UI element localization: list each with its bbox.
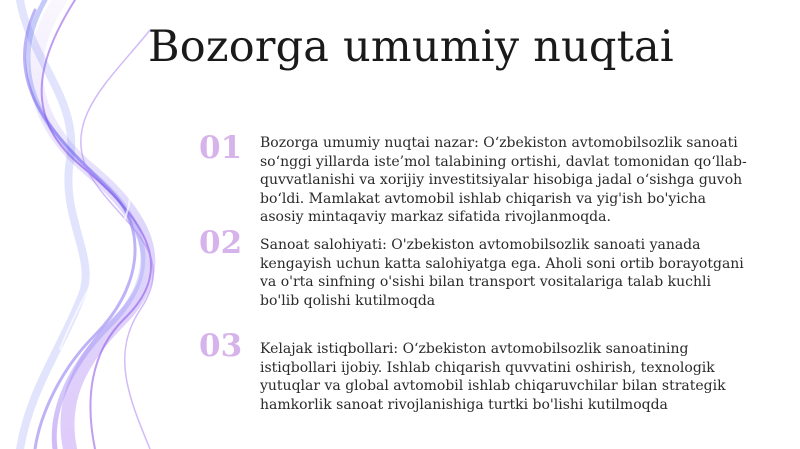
item-number-02: 02 — [199, 225, 243, 261]
item-text-02: Sanoat salohiyati: O'zbekiston avtomobilsozlik sanoati yanada kengayish uchun katta salohiyatga ega. Aholi soni ortib borayotgani va o'rta sinfning o'sishi bilan transport vositalariga talab kuchli bo'lib qolishi kutilmoqda — [260, 237, 744, 309]
item-text-01: Bozorga umumiy nuqtai nazar: O‘zbekiston avtomobilsozlik sanoati so‘nggi yillarda iste’mol talabining ortishi, davlat tomonidan qo‘llab-quvvatlanishi va xorijiy investitsiyalar hisobiga jadal o‘sishga guvoh bo‘ldi. Mamlakat avtomobil ishlab chiqarish va yig'ish bo'yicha asosiy mintaqaviy markaz sifatida rivojlanmoqda. — [260, 135, 747, 225]
item-text-03: Kelajak istiqbollari: O‘zbekiston avtomobilsozlik sanoatining istiqbollari ijobiy. Ishlab chiqarish quvvatini oshirish, texnologik yutuqlar va global avtomobil ishlab chiqaruvchilar bilan strategik hamkorlik sanoat rivojlanishiga turtki bo'lishi kutilmoqda — [260, 341, 726, 413]
item-number-03: 03 — [199, 328, 243, 364]
item-number-01: 01 — [199, 130, 243, 166]
slide-title: Bozorga umumiy nuqtai — [148, 22, 674, 72]
